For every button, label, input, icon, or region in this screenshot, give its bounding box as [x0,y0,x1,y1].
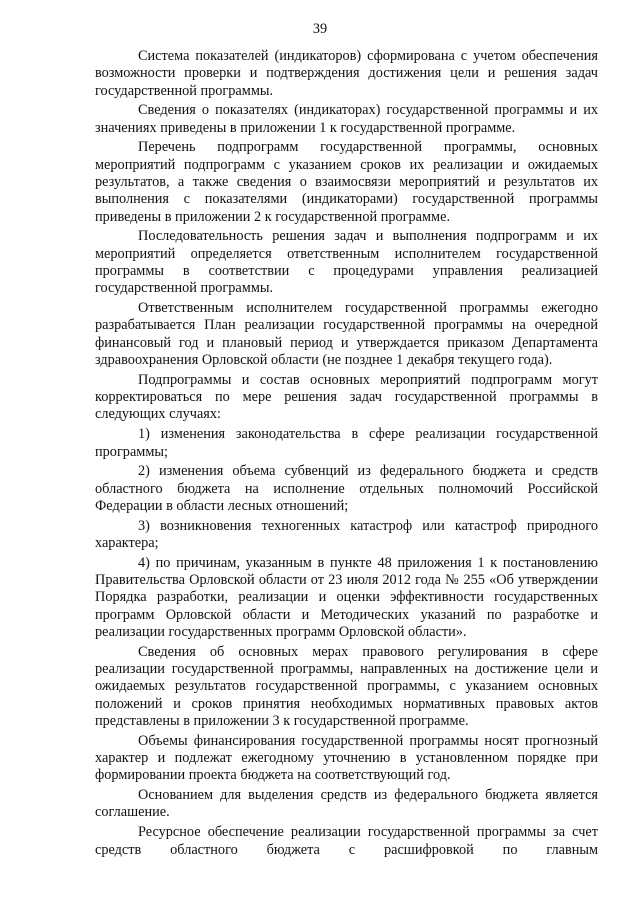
list-item: 3) возникновения техногенных катастроф или катастроф природного характера; [95,517,598,552]
paragraph: Сведения об основных мерах правового регулирования в сфере реализации государственной программы, направленных на достижение цели и ожидаемых результатов государственной программы, с указанием основных положений и сроков принятия необходимых нормативных правовых актов представлены в приложении 3 к государственной программе. [95,643,598,729]
paragraph: Объемы финансирования государственной программы носят прогнозный характер и подлежат ежегодному уточнению в установленном порядке при формировании проекта бюджета на соответствующий год. [95,732,598,784]
list-item: 2) изменения объема субвенций из федерального бюджета и средств областного бюджета на исполнение отдельных полномочий Российской Федерации в области лесных отношений; [95,463,598,514]
page-number: 39 [312,21,328,37]
paragraph: Ресурсное обеспечение реализации государственной программы за счет средств областного бюджета с расшифровкой по главным [95,824,598,858]
paragraph: Подпрограммы и состав основных мероприятий подпрограмм могут корректироваться по мере решения задач государственной программы в следующих случаях: [95,371,598,423]
paragraph: Последовательность решения задач и выполнения подпрограмм и их мероприятий определяется ответственным исполнителем государственной программы в соответствии с процедурами управления реализацией государственной программы. [95,228,598,297]
paragraph: Ответственным исполнителем государственной программы ежегодно разрабатывается План реализации государственной программы на очередной финансовый год и плановый период и утверждается приказом Департамента здравоохранения Орловской области (не позднее 1 декабря текущего года). [95,300,598,369]
paragraph: Перечень подпрограмм государственной программы, основных мероприятий подпрограмм с указанием сроков их реализации и ожидаемых результатов, а также сведения о взаимосвязи мероприятий и результатов их выполнения с показателями (индикаторами) государственной программы приведены в приложении 2 к государственной программе. [95,139,598,225]
list-item: 1) изменения законодательства в сфере реализации государственной программы; [95,426,598,460]
paragraph: Сведения о показателях (индикаторах) государственной программы и их значениях приведены в приложении 1 к государственной программе. [95,102,598,136]
paragraph: Основанием для выделения средств из федерального бюджета является соглашение. [95,787,598,821]
body-text [95,48,598,861]
paragraph: Система показателей (индикаторов) сформирована с учетом обеспечения возможности проверки и подтверждения достижения цели и решения задач государственной программы. [95,48,598,99]
list-item: 4) по причинам, указанным в пункте 48 приложения 1 к постановлению Правительства Орловской области от 23 июля 2012 года № 255 «Об утверждении Порядка разработки, реализации и оценки эффективности государственных программ Орловской области и Методических указаний по разработке и реализации государственных программ Орловской области». [95,554,598,640]
